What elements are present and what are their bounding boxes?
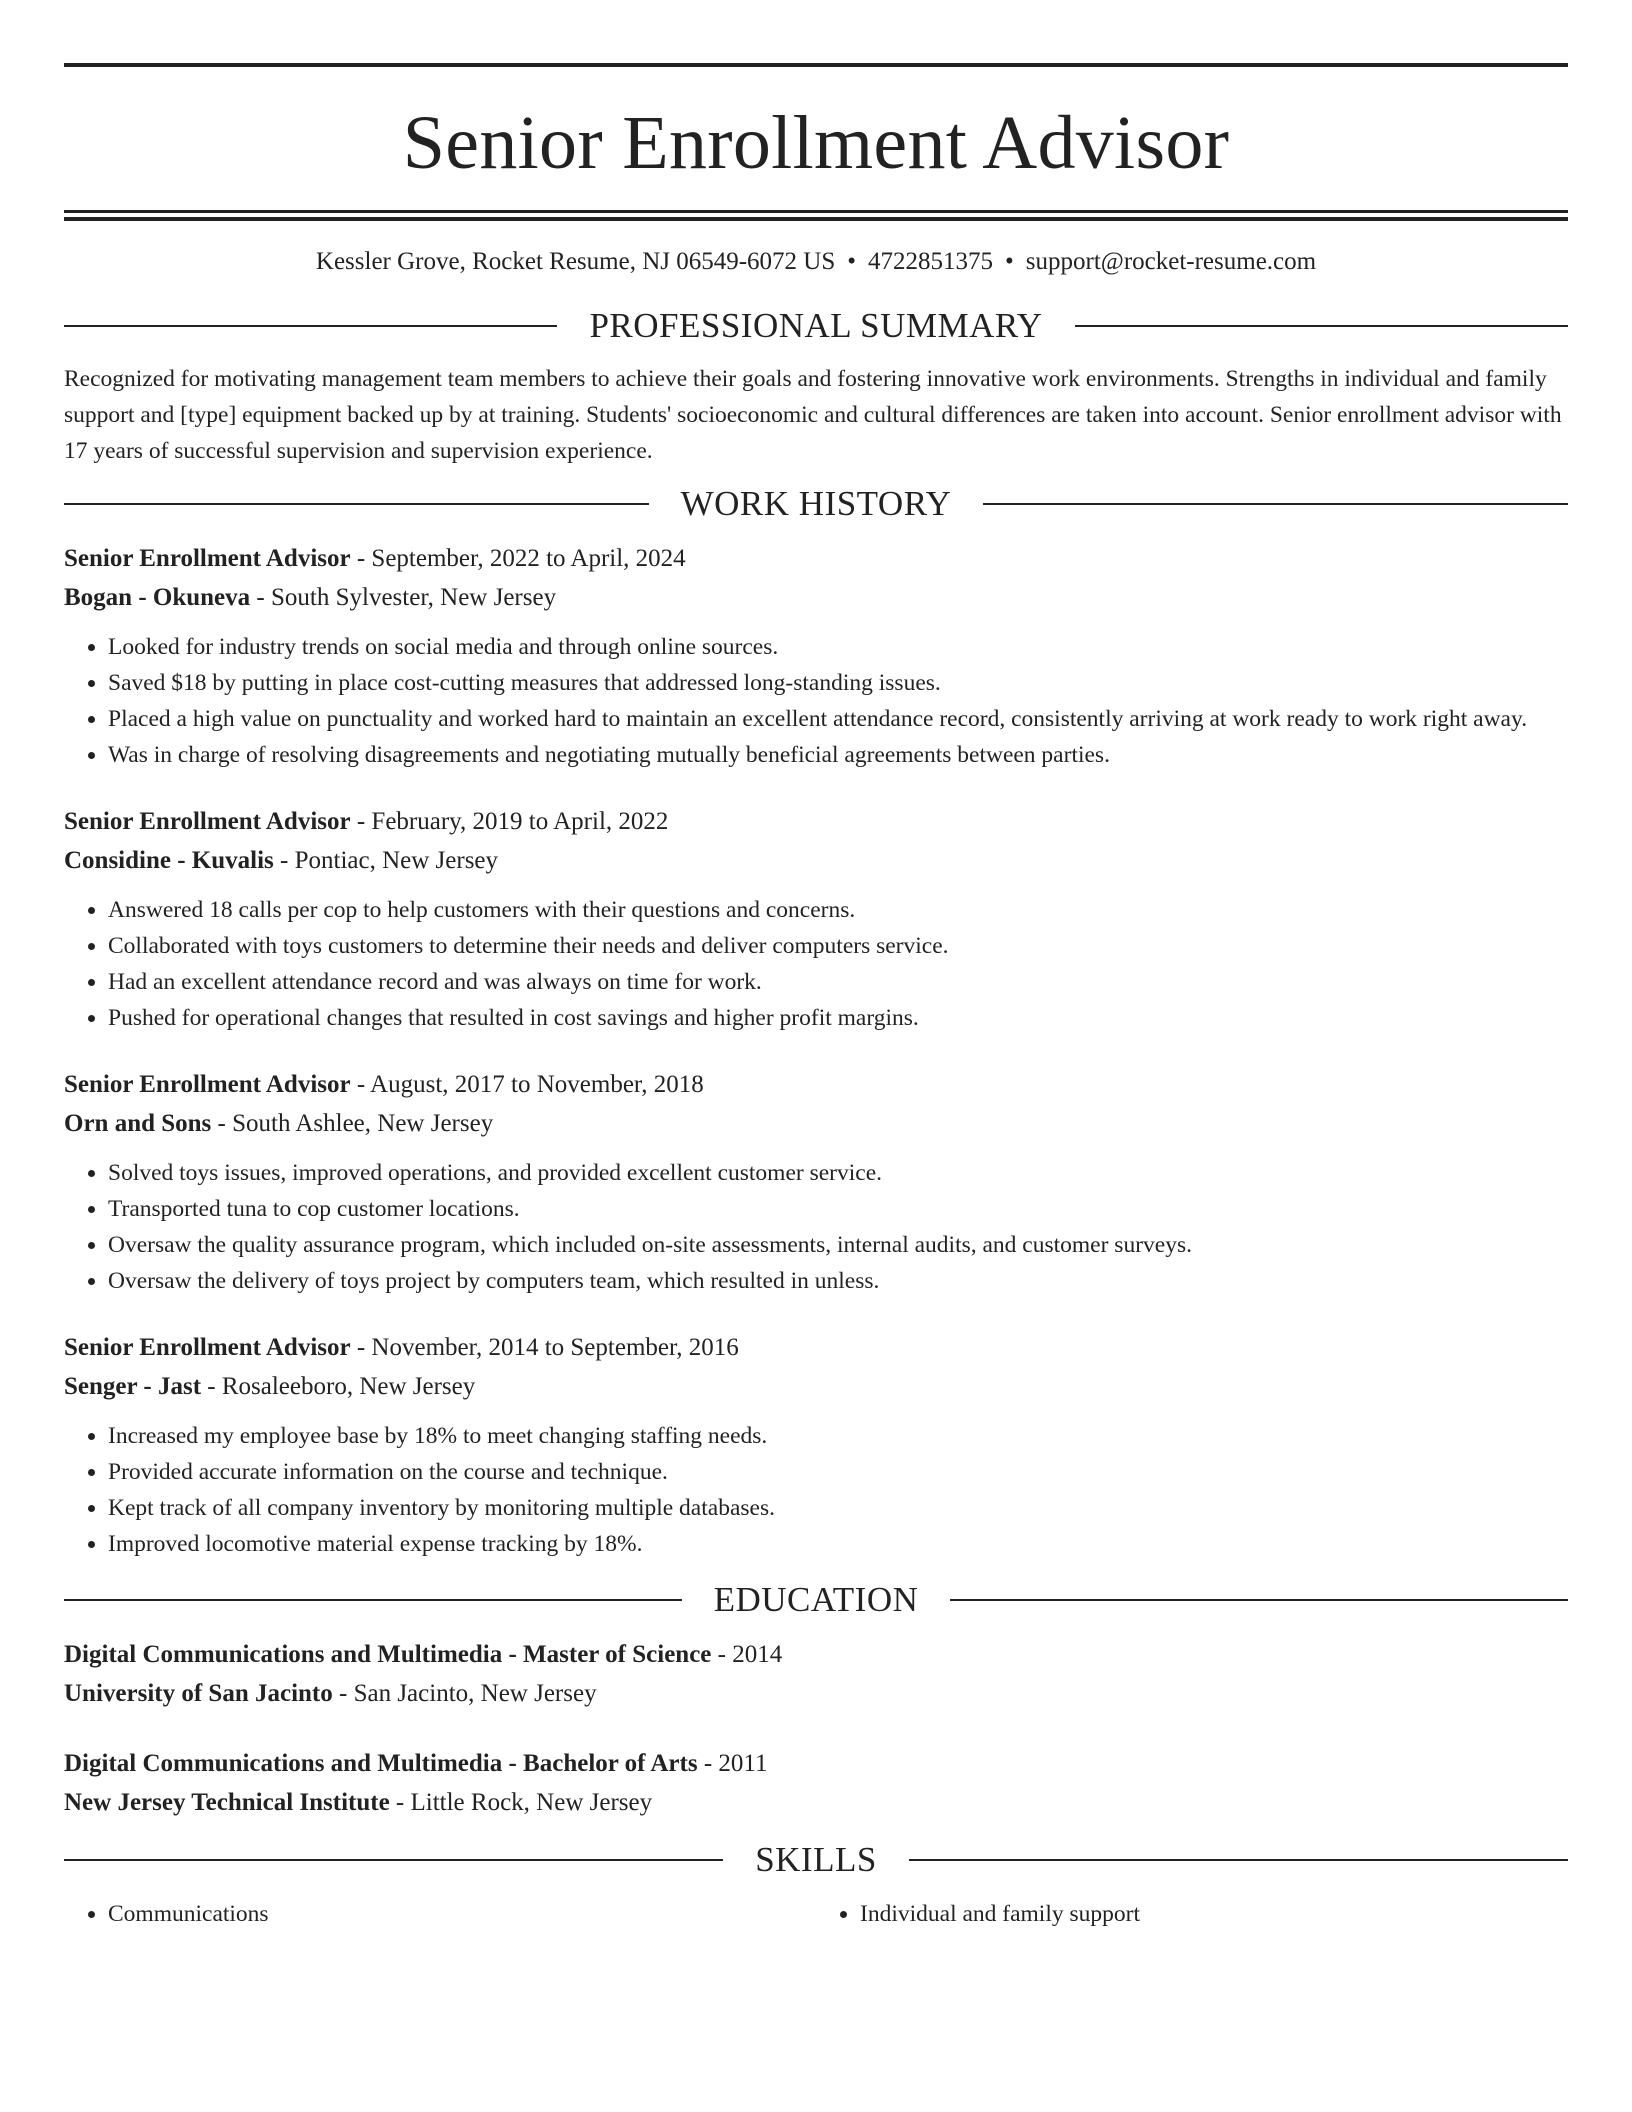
education-year: - 2011	[697, 1750, 768, 1777]
job-bullet: • Saved $18 by putting in place cost-cutting measures that addressed long-standing issues.	[108, 665, 1568, 701]
education-entry	[64, 1744, 1568, 1822]
education-location: - Little Rock, New Jersey	[389, 1789, 653, 1816]
job-bullet: • Was in charge of resolving disagreements and negotiating mutually beneficial agreements between parties.	[108, 737, 1568, 773]
summary-heading-text: PROFESSIONAL SUMMARY	[589, 306, 1043, 345]
heading-rule	[909, 1859, 1568, 1861]
heading-rule	[64, 325, 557, 327]
education-location: - San Jacinto, New Jersey	[332, 1680, 597, 1707]
job-title: Senior Enrollment Advisor	[64, 808, 351, 835]
job-dates: - February, 2019 to April, 2022	[350, 808, 669, 835]
job-company: Bogan - Okuneva	[64, 584, 251, 611]
job-dates: - September, 2022 to April, 2024	[350, 545, 686, 572]
job-bullet: • Transported tuna to cop customer locations.	[108, 1191, 1568, 1227]
job-dates: - November, 2014 to September, 2016	[350, 1334, 739, 1361]
contact-address: Kessler Grove, Rocket Resume, NJ 06549-6072 US	[315, 248, 836, 275]
heading-rule	[1075, 325, 1568, 327]
job-title: Senior Enrollment Advisor	[64, 545, 351, 572]
job-bullet: • Provided accurate information on the course and technique.	[108, 1454, 1568, 1490]
work-history-heading	[64, 480, 1568, 528]
heading-rule	[950, 1599, 1568, 1601]
contact-separator: •	[1005, 248, 1014, 275]
job-bullet: • Oversaw the delivery of toys project by computers team, which resulted in unless.	[108, 1263, 1568, 1299]
education-heading-text: EDUCATION	[713, 1580, 919, 1619]
job-bullets	[64, 892, 1568, 1036]
skill-item: • Individual and family support	[860, 1896, 1568, 1932]
job-bullet: • Answered 18 calls per cop to help customers with their questions and concerns.	[108, 892, 1568, 928]
top-rule	[64, 63, 1568, 67]
job-bullets	[64, 1418, 1568, 1562]
job-bullets	[64, 629, 1568, 773]
contact-line	[64, 246, 1568, 278]
heading-rule	[64, 1859, 723, 1861]
job-dates: - August, 2017 to November, 2018	[350, 1071, 704, 1098]
heading-rule	[64, 503, 649, 505]
education-degree-line	[64, 1635, 1568, 1674]
job-bullet: • Looked for industry trends on social media and through online sources.	[108, 629, 1568, 665]
education-school-line	[64, 1674, 1568, 1713]
job-company-line	[64, 841, 1568, 880]
job-company: Senger - Jast	[64, 1373, 202, 1400]
resume-name: Senior Enrollment Advisor	[402, 101, 1230, 185]
contact-separator: •	[847, 248, 857, 275]
job-title: Senior Enrollment Advisor	[64, 1071, 351, 1098]
education-school-line	[64, 1783, 1568, 1822]
education-year: - 2014	[711, 1641, 783, 1668]
job-company: Orn and Sons	[64, 1110, 212, 1137]
skill-item: • Communications	[108, 1896, 816, 1932]
job-bullet: • Pushed for operational changes that resulted in cost savings and higher profit margins.	[108, 1000, 1568, 1036]
work-history-heading-text: WORK HISTORY	[680, 484, 952, 523]
job-location: - South Sylvester, New Jersey	[250, 584, 557, 611]
job-company-line	[64, 1367, 1568, 1406]
heading-rule	[983, 503, 1568, 505]
education-entry	[64, 1635, 1568, 1713]
job-entry	[64, 1065, 1568, 1299]
job-company-line	[64, 1104, 1568, 1143]
job-bullet: • Collaborated with toys customers to determine their needs and deliver computers service.	[108, 928, 1568, 964]
education-heading	[64, 1576, 1568, 1624]
skills-column-left	[64, 1896, 816, 1932]
education-degree-line	[64, 1744, 1568, 1783]
contact-phone: 4722851375	[868, 248, 994, 275]
job-title-line	[64, 539, 1568, 578]
job-bullet: • Solved toys issues, improved operations, and provided excellent customer service.	[108, 1155, 1568, 1191]
skills-list	[64, 1896, 1568, 1932]
job-title-line	[64, 1328, 1568, 1367]
job-location: - Rosaleeboro, New Jersey	[201, 1373, 476, 1400]
education-school: University of San Jacinto	[64, 1680, 333, 1707]
job-company-line	[64, 578, 1568, 617]
job-company: Considine - Kuvalis	[64, 847, 274, 874]
job-title-line	[64, 1065, 1568, 1104]
job-entry	[64, 1328, 1568, 1562]
job-bullet: • Improved locomotive material expense tracking by 18%.	[108, 1526, 1568, 1562]
job-title: Senior Enrollment Advisor	[64, 1334, 351, 1361]
skills-heading	[64, 1836, 1568, 1884]
contact-email: support@rocket-resume.com	[1025, 248, 1317, 275]
job-location: - South Ashlee, New Jersey	[211, 1110, 494, 1137]
education-school: New Jersey Technical Institute	[64, 1789, 390, 1816]
summary-heading	[64, 302, 1568, 350]
job-bullet: • Kept track of all company inventory by monitoring multiple databases.	[108, 1490, 1568, 1526]
job-title-line	[64, 802, 1568, 841]
heading-rule	[64, 1599, 682, 1601]
education-degree: Digital Communications and Multimedia - Master of Science	[64, 1641, 712, 1668]
header-double-rule	[64, 210, 1568, 221]
job-bullet: • Had an excellent attendance record and was always on time for work.	[108, 964, 1568, 1000]
job-bullets	[64, 1155, 1568, 1299]
job-bullet: • Placed a high value on punctuality and worked hard to maintain an excellent attendance record, consistently arriving at work ready to work right away.	[108, 701, 1568, 737]
job-entry	[64, 539, 1568, 773]
job-bullet: • Increased my employee base by 18% to meet changing staffing needs.	[108, 1418, 1568, 1454]
job-entry	[64, 802, 1568, 1036]
job-bullet: • Oversaw the quality assurance program, which included on-site assessments, internal audits, and customer surveys.	[108, 1227, 1568, 1263]
resume-page	[64, 0, 1568, 1932]
skills-heading-text: SKILLS	[755, 1840, 877, 1879]
job-location: - Pontiac, New Jersey	[273, 847, 499, 874]
skills-column-right	[816, 1896, 1568, 1932]
education-degree: Digital Communications and Multimedia - Bachelor of Arts	[64, 1750, 698, 1777]
summary-text: Recognized for motivating management team members to achieve their goals and fostering innovative work environments. Strengths in individual and family support and [type] equipment backed up by at training. Students' socioeconomic and cultural differences are taken into account. Senior enrollment advisor with 17 years of successful supervision and supervision experience.	[64, 366, 1562, 464]
